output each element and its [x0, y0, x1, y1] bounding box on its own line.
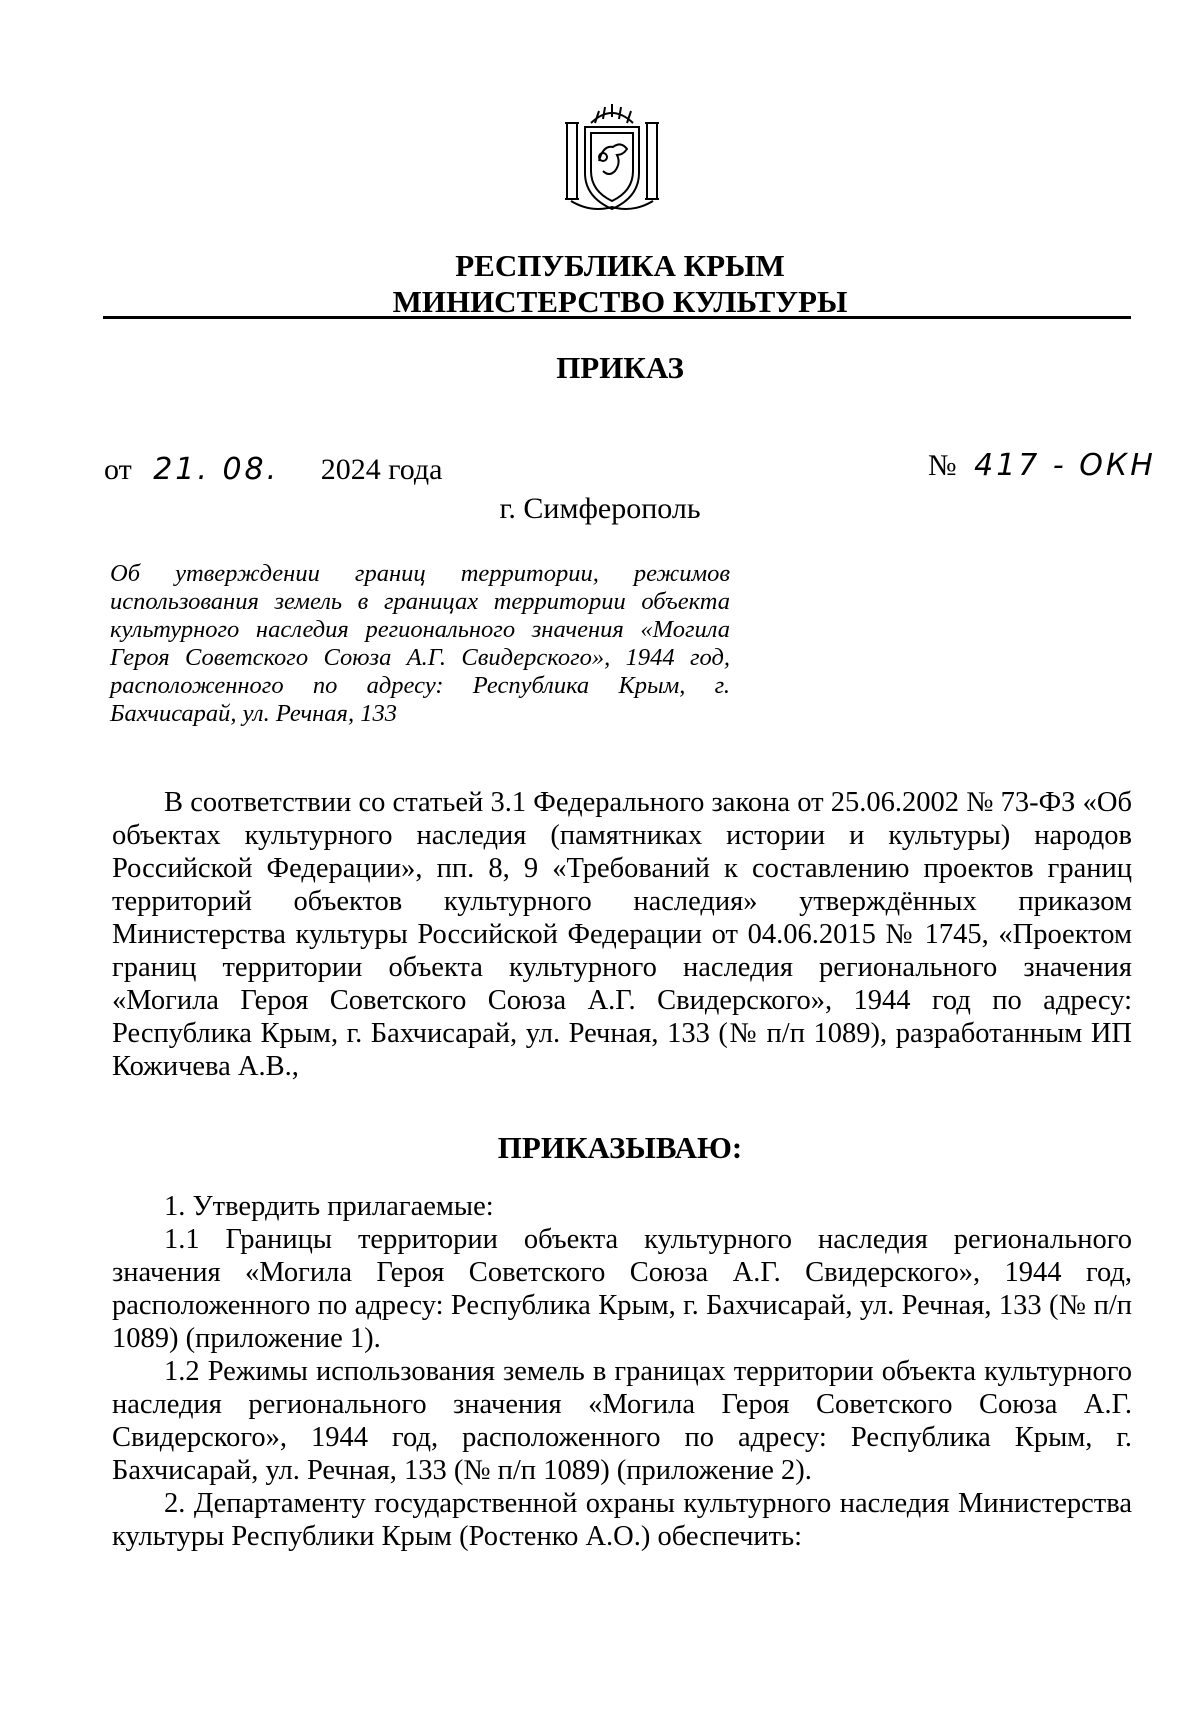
- header-divider: [103, 316, 1131, 319]
- date-line: [104, 452, 442, 487]
- order-heading: ПРИКАЗЫВАЮ:: [497, 1130, 743, 1165]
- date-prefix: от: [104, 453, 132, 486]
- order-items: [112, 1190, 1132, 1553]
- document-type: ПРИКАЗ: [556, 350, 684, 385]
- item-1: 1. Утвердить прилагаемые:: [164, 1191, 494, 1222]
- crimea-coat-of-arms-icon: [561, 101, 663, 215]
- order-subject: Об утверждении границ территории, режимов использования земель в границах территории объекта культурного наследия регионального значения «Могила Героя Советского Союза А.Г. Свидерского», 1944 год, расположенного по адресу: Республика Крым, г. Бахчисарай, ул. Речная, 133: [110, 560, 730, 727]
- ministry-title: МИНИСТЕРСТВО КУЛЬТУРЫ: [392, 284, 848, 319]
- preamble-paragraph: В соответствии со статьей 3.1 Федерального закона от 25.06.2002 № 73-ФЗ «Об объектах культурного наследия (памятниках истории и культуры) народов Российской Федерации», пп. 8, 9 «Требований к составлению проектов границ территорий объектов культурного наследия» утверждённых приказом Министерства культуры Российской Федерации от 04.06.2015 № 1745, «Проектом границ территории объекта культурного наследия регионального значения «Могила Героя Советского Союза А.Г. Свидерского», 1944 год по адресу: Республика Крым, г. Бахчисарай, ул. Речная, 133 (№ п/п 1089), разработанным ИП Кожичева А.В.,: [112, 787, 1132, 1082]
- item-2: 2. Департаменту государственной охраны культурного наследия Министерства культуры Республики Крым (Ростенко А.О.) обеспечить:: [112, 1488, 1132, 1552]
- handwritten-date: 21. 08.: [153, 452, 280, 487]
- handwritten-number: 417 - ОКН: [974, 448, 1156, 483]
- item-1-2: 1.2 Режимы использования земель в границах территории объекта культурного наследия регионального значения «Могила Героя Советского Союза А.Г. Свидерского», 1944 год, расположенного по адресу: Республика Крым, г. Бахчисарай, ул. Речная, 133 (№ п/п 1089) (приложение 2).: [112, 1356, 1132, 1486]
- number-prefix: №: [928, 449, 957, 482]
- republic-title: РЕСПУБЛИКА КРЫМ: [455, 248, 785, 283]
- order-number: [928, 448, 1156, 483]
- item-1-1: 1.1 Границы территории объекта культурного наследия регионального значения «Могила Героя Советского Союза А.Г. Свидерского», 1944 год, расположенного по адресу: Республика Крым, г. Бахчисарай, ул. Речная, 133 (№ п/п 1089) (приложение 1).: [112, 1224, 1132, 1354]
- city-line: г. Симферополь: [499, 492, 701, 525]
- date-year: 2024 года: [320, 453, 443, 486]
